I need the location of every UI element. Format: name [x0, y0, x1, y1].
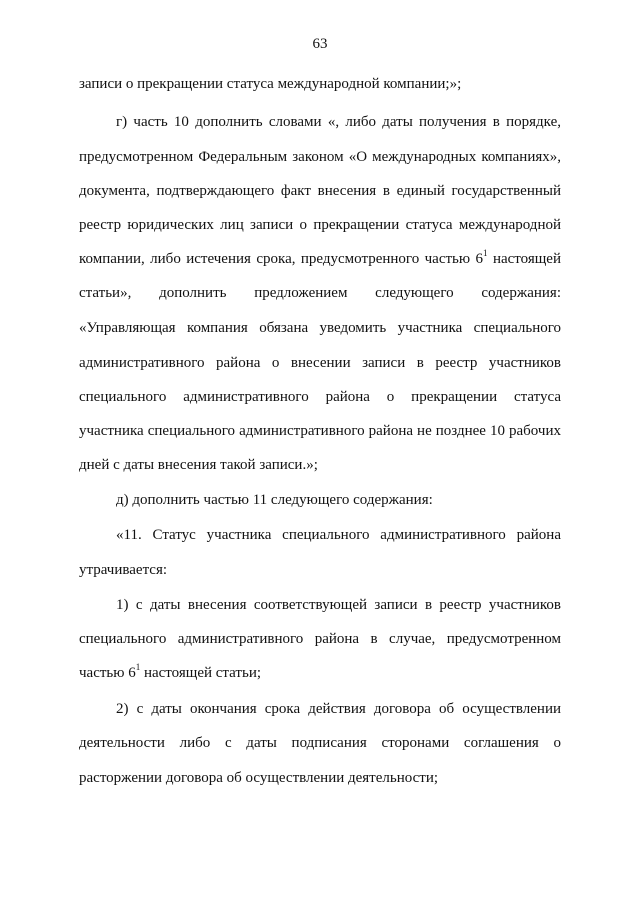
text-line: дней с даты внесения такой записи.»; — [79, 457, 318, 473]
text-line: специального административного района о прекращении статуса — [79, 389, 561, 405]
text-line: деятельности либо с даты подписания сторонами соглашения о — [79, 735, 561, 751]
text-line: записи о прекращении статуса международной компании;»; — [79, 76, 462, 92]
text-line: специального административного района в случае, предусмотренном — [79, 631, 561, 647]
text-line: предусмотренном Федеральным законом «О международных компаниях», — [79, 149, 561, 165]
text-line: 1) с даты внесения соответствующей записи в реестр участников — [116, 597, 561, 613]
page-number: 63 — [312, 36, 328, 52]
text-line: г) часть 10 дополнить словами «, либо даты получения в порядке, — [116, 114, 561, 130]
superscript: 1 — [483, 248, 488, 258]
text-line: «Управляющая компания обязана уведомить участника специального — [79, 320, 561, 336]
text-line: частью $6^1$ настоящей статьи; — [79, 662, 262, 681]
text-line: д) дополнить частью 11 следующего содержания: — [116, 492, 433, 508]
text-line: 2) с даты окончания срока действия договора об осуществлении — [116, 701, 561, 717]
text-line: «11. Статус участника специального административного района — [116, 527, 561, 543]
text-line: расторжении договора об осуществлении деятельности; — [79, 770, 439, 786]
text-line: утрачивается: — [79, 562, 168, 578]
text-line: компании, либо истечения срока, предусмотренного частью $6^1$ настоящей — [79, 248, 561, 267]
text-line: административного района о внесении записи в реестр участников — [79, 355, 561, 371]
text-line: статьи», дополнить предложением следующего содержания: — [79, 285, 561, 301]
superscript: 1 — [135, 662, 141, 672]
text-line: участника специального административного района не позднее 10 рабочих — [79, 423, 561, 439]
text-line: документа, подтверждающего факт внесения в единый государственный — [79, 183, 561, 199]
text-line: реестр юридических лиц записи о прекращении статуса международной — [79, 217, 561, 233]
